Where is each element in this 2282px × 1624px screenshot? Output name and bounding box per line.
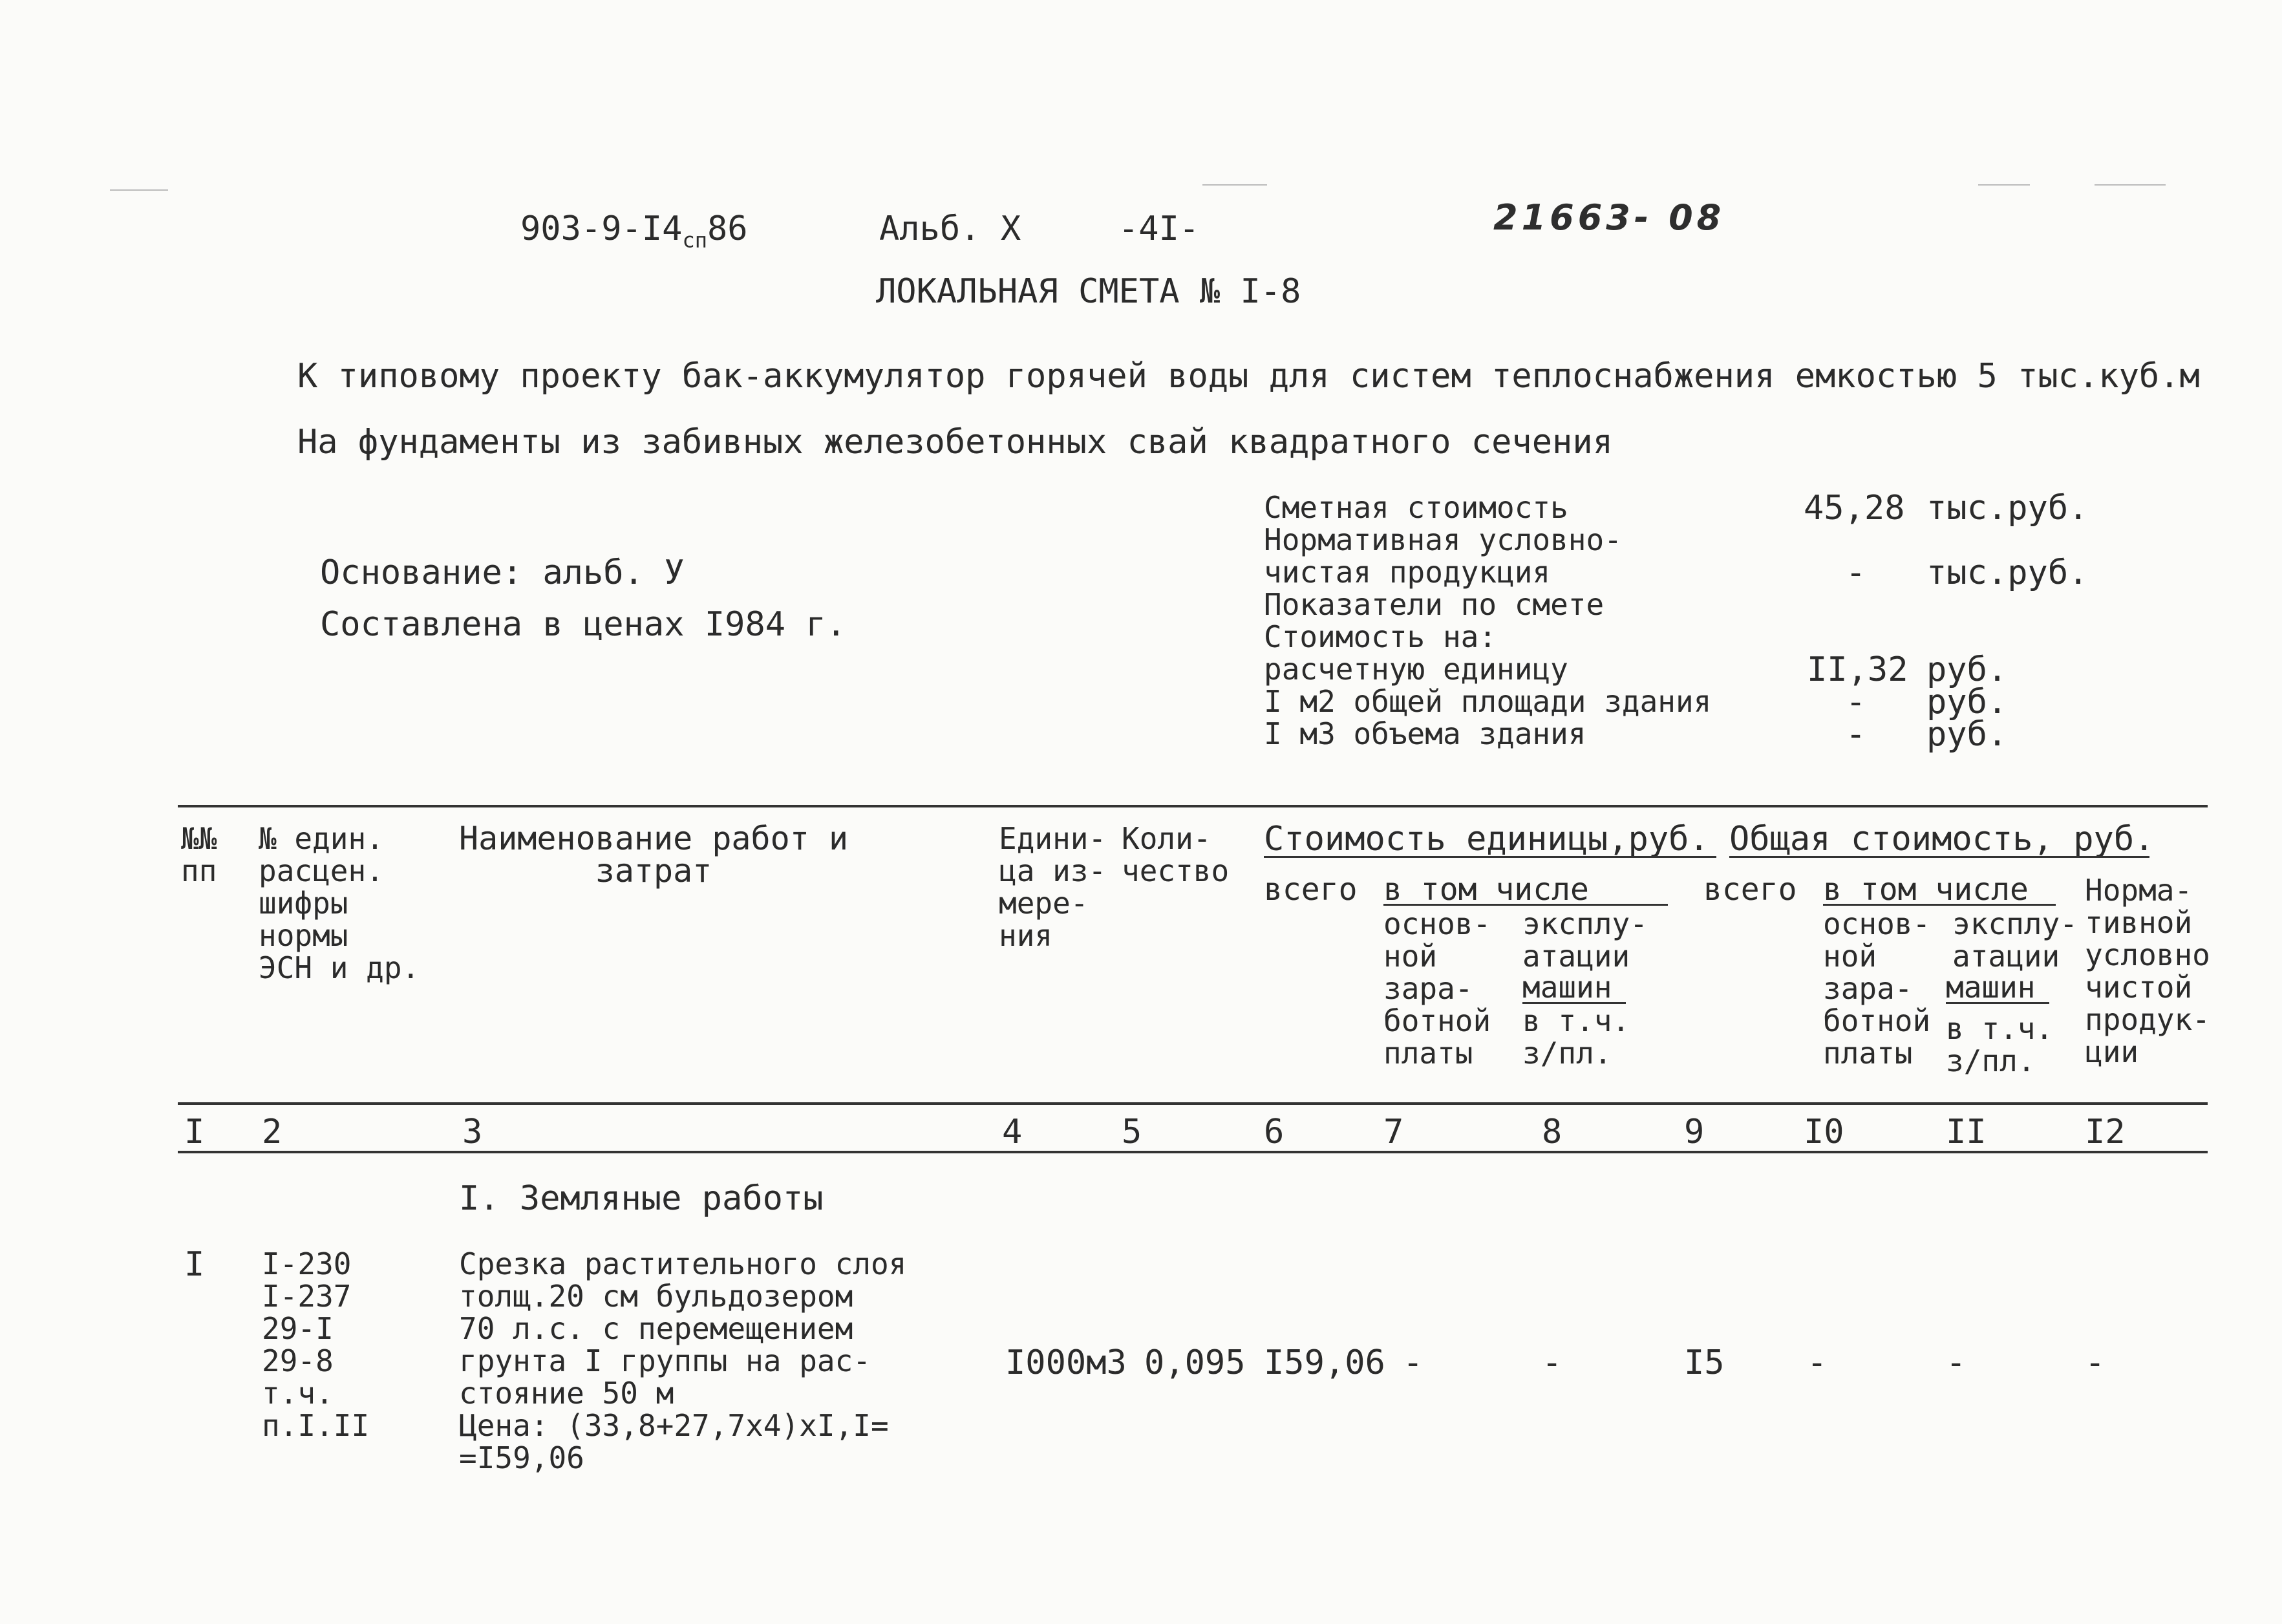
summary-unit-cost: тыс.руб. xyxy=(1926,489,2089,528)
summary-label-cost: Сметная стоимость xyxy=(1264,490,1568,525)
row-unit-machines: - xyxy=(1542,1343,1562,1382)
album-label: Альб. X xyxy=(879,209,1021,248)
scan-mark xyxy=(1978,184,2030,186)
document-title: ЛОКАЛЬНАЯ СМЕТА № I-8 xyxy=(876,272,1301,311)
header-col-9: всего xyxy=(1703,871,1797,908)
table-top-rule xyxy=(178,805,2208,807)
header-bottom-rule xyxy=(178,1102,2208,1105)
header-incl-2: в том числе xyxy=(1823,871,2029,908)
header-col-11b: машин xyxy=(1946,970,2036,1005)
intro-line-2: На фундаменты из забивных железобетонных свай квадратного сечения xyxy=(297,423,1613,462)
header-col-6: всего xyxy=(1264,871,1358,908)
summary-unit-normative: тыс.руб. xyxy=(1926,553,2089,592)
row-total-wage: - xyxy=(1807,1343,1828,1382)
scan-mark xyxy=(1202,184,1267,186)
col-number-4: 4 xyxy=(1002,1113,1023,1151)
row-number: I xyxy=(184,1245,205,1284)
doc-code: $903-9-I4_{сп}86$ xyxy=(520,209,748,253)
header-col-7: основ- ной зара- ботной платы xyxy=(1383,906,1491,1071)
summary-value-unit: II,32 xyxy=(1807,650,1908,689)
summary-unit-volume: руб. xyxy=(1926,715,2008,754)
row-unit: I000м3 xyxy=(1005,1343,1127,1382)
summary-value-cost: 45,28 xyxy=(1804,489,1905,528)
header-col-2: № един. расцен. шифры нормы ЭСН и др. xyxy=(259,821,420,985)
col-number-12: I2 xyxy=(2085,1113,2126,1151)
header-col-8c: в т.ч. з/пл. xyxy=(1522,1003,1630,1071)
row-total: I5 xyxy=(1684,1343,1725,1382)
header-col-11b-underline xyxy=(1946,1002,2049,1004)
basis-line-2: Составлена в ценах I984 г. xyxy=(320,605,846,644)
col-number-6: 6 xyxy=(1264,1113,1285,1151)
header-col-10: основ- ной зара- ботной платы xyxy=(1823,906,1931,1071)
col-number-11: II xyxy=(1946,1113,1987,1151)
col-number-1: I xyxy=(184,1113,205,1151)
header-col-11a: эксплу- атации xyxy=(1952,906,2078,974)
intro-line-1: К типовому проекту бак-аккумулятор горячей воды для систем теплоснабжения емкостью 5 тыс.куб.м xyxy=(297,357,2200,396)
row-codes: I-230 I-237 29-I 29-8 т.ч. п.I.II xyxy=(262,1246,370,1443)
col-number-3: 3 xyxy=(462,1113,483,1151)
summary-unit-area: руб. xyxy=(1926,683,2008,721)
header-col-8b: машин xyxy=(1522,970,1612,1005)
col-number-7: 7 xyxy=(1383,1113,1404,1151)
header-total-cost: Общая стоимость, руб. xyxy=(1729,820,2155,859)
summary-label-normative: Нормативная условно- чистая продукция xyxy=(1264,522,1622,590)
col-number-8: 8 xyxy=(1542,1113,1562,1151)
scan-mark xyxy=(2095,184,2166,186)
header-col-5: Коли- чество xyxy=(1122,821,1230,888)
summary-value-area: - xyxy=(1846,683,1866,721)
archive-stamp: 21663- 08 xyxy=(1493,197,1725,238)
section-title: I. Земляные работы xyxy=(459,1179,824,1218)
header-col-8a: эксплу- атации xyxy=(1522,906,1648,974)
col-number-5: 5 xyxy=(1122,1113,1142,1151)
header-unit-cost-underline xyxy=(1264,856,1716,858)
row-normative: - xyxy=(2085,1343,2106,1382)
row-quantity: 0,095 xyxy=(1144,1343,1246,1382)
row-total-machines: - xyxy=(1946,1343,1967,1382)
row-unit-wage: - xyxy=(1403,1343,1424,1382)
header-unit-cost: Стоимость единицы,руб. xyxy=(1264,820,1709,859)
col-number-9: 9 xyxy=(1684,1113,1705,1151)
page-number: -4I- xyxy=(1118,209,1200,248)
col-number-10: I0 xyxy=(1804,1113,1844,1151)
col-number-2: 2 xyxy=(262,1113,283,1151)
column-numbers-rule xyxy=(178,1151,2208,1153)
header-col-11c: в т.ч. з/пл. xyxy=(1946,1011,2054,1078)
row-unit-total: I59,06 xyxy=(1264,1343,1385,1382)
row-description: Срезка растительного слоя толщ.20 см бульдозером 70 л.с. с перемещением грунта I группы на рас- стояние 50 м Цена: (33,8+27,7х4)хI,I= =I59,06 xyxy=(459,1246,907,1475)
summary-label-volume: I м3 объема здания xyxy=(1264,716,1586,751)
header-incl-1: в том числе xyxy=(1383,871,1589,908)
header-col-3: Наименование работ и затрат xyxy=(459,820,849,890)
header-col-4: Едини- ца из- мере- ния xyxy=(999,821,1107,953)
summary-unit-unit: руб. xyxy=(1926,650,2008,689)
summary-label-area: I м2 общей площади здания xyxy=(1264,684,1712,719)
header-incl-2-underline xyxy=(1823,904,2056,906)
summary-label-indicators: Показатели по смете Стоимость на: xyxy=(1264,587,1605,654)
header-col-12: Норма- тивной условно чистой продук- ции xyxy=(2085,873,2210,1069)
header-incl-1-underline xyxy=(1383,904,1668,906)
scan-mark xyxy=(110,189,168,191)
summary-value-normative: - xyxy=(1846,553,1866,592)
header-total-cost-underline xyxy=(1729,856,2149,858)
header-col-1: №№ пп xyxy=(181,821,217,888)
summary-label-unit: расчетную единицу xyxy=(1264,652,1568,687)
summary-value-volume: - xyxy=(1846,715,1866,754)
basis-line-1: Основание: альб. У xyxy=(320,553,685,592)
